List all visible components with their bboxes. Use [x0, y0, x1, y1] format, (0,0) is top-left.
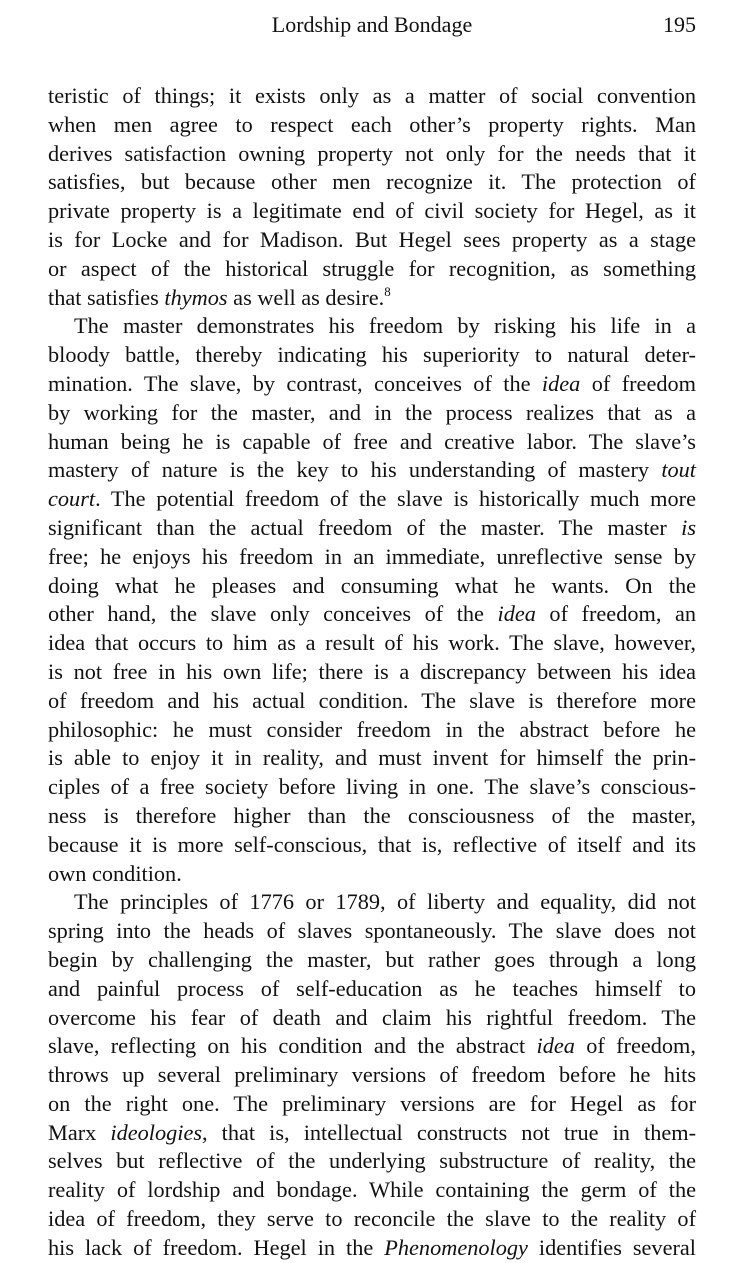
text-line	[48, 226, 696, 255]
italic-text: Phenomenology	[384, 1234, 528, 1260]
text-segment: philosophic: he must consider freedom in the abstract before he	[48, 716, 696, 742]
text-segment: is able to enjoy it in reality, and must invent for himself the prin-	[48, 745, 696, 771]
text-line	[48, 1205, 696, 1234]
text-line	[48, 312, 696, 341]
running-head	[48, 10, 696, 40]
text-line	[48, 485, 696, 514]
text-line	[48, 629, 696, 658]
text-segment: begin by challenging the master, but rather goes through a long	[48, 946, 696, 972]
text-line	[48, 1234, 696, 1263]
text-segment: reality of lordship and bondage. While containing the germ of the	[48, 1177, 696, 1203]
text-segment: slave, reflecting on his condition and the abstract	[48, 1033, 537, 1059]
text-line	[48, 1147, 696, 1176]
text-line	[48, 111, 696, 140]
text-segment: doing what he pleases and consuming what he wants. On the	[48, 572, 696, 598]
text-segment: as well as desire.	[227, 284, 385, 310]
text-segment: and painful process of self-education as he teaches himself to	[48, 975, 696, 1001]
text-segment: of freedom,	[574, 1033, 696, 1059]
italic-text: thymos	[164, 284, 228, 310]
text-line	[48, 572, 696, 601]
text-line	[48, 716, 696, 745]
text-segment: significant than the actual freedom of the master. The master	[48, 514, 682, 540]
text-segment: by working for the master, and in the process realizes that as a	[48, 399, 696, 425]
text-line	[48, 168, 696, 197]
text-line	[48, 1061, 696, 1090]
text-line	[48, 399, 696, 428]
text-segment: of freedom, an	[535, 601, 696, 627]
italic-text: idea	[536, 1033, 575, 1059]
text-line	[48, 744, 696, 773]
text-segment: is for Locke and for Madison. But Hegel sees property as a stage	[48, 226, 696, 252]
text-segment: selves but reflective of the underlying substructure of reality, the	[48, 1148, 696, 1174]
text-segment: other hand, the slave only conceives of the	[48, 601, 498, 627]
text-segment: satisfies, but because other men recognize it. The protection of	[48, 169, 696, 195]
text-segment: derives satisfaction owning property not only for the needs that it	[48, 140, 696, 166]
text-segment: teristic of things; it exists only as a matter of social convention	[48, 83, 696, 108]
text-line	[48, 975, 696, 1004]
italic-text: tout	[661, 457, 696, 483]
text-segment: bloody battle, thereby indicating his superiority to natural deter-	[48, 342, 696, 368]
italic-text: ideologies	[110, 1119, 203, 1145]
text-line	[48, 140, 696, 169]
text-segment: private property is a legitimate end of civil society for Hegel, as it	[48, 198, 696, 224]
text-line	[48, 600, 696, 629]
text-line	[48, 197, 696, 226]
text-segment: mination. The slave, by contrast, conceives of the	[48, 370, 542, 396]
text-line	[48, 1119, 696, 1148]
text-segment: because it is more self-conscious, that is, reflective of itself and its	[48, 831, 696, 857]
text-segment: The master demonstrates his freedom by risking his life in a	[74, 313, 696, 339]
text-line	[48, 658, 696, 687]
text-segment: idea of freedom, they serve to reconcile the slave to the reality of	[48, 1206, 696, 1232]
text-segment: identifies several	[527, 1234, 696, 1260]
running-title: Lordship and Bondage	[271, 12, 473, 37]
text-segment: throws up several preliminary versions of freedom before he hits	[48, 1062, 696, 1088]
footnote-marker: 8	[384, 283, 391, 299]
text-segment: overcome his fear of death and claim his rightful freedom. The	[48, 1004, 696, 1030]
text-segment: The principles of 1776 or 1789, of liberty and equality, did not	[74, 889, 696, 915]
text-line	[48, 888, 696, 917]
text-line	[48, 82, 696, 111]
text-segment: , that is, intellectual constructs not true in them-	[202, 1119, 697, 1145]
text-line	[48, 428, 696, 457]
text-segment: ness is therefore higher than the consciousness of the master,	[48, 802, 696, 828]
text-line	[48, 543, 696, 572]
text-segment: of freedom and his actual condition. The slave is therefore more	[48, 687, 696, 713]
text-line	[48, 860, 696, 889]
italic-text: is	[681, 514, 696, 540]
text-segment: that satisfies	[48, 284, 165, 310]
text-segment: spring into the heads of slaves spontaneously. The slave does not	[48, 918, 696, 944]
text-segment: mastery of nature is the key to his understanding of mastery	[48, 457, 662, 483]
text-line	[48, 341, 696, 370]
text-segment: Marx	[48, 1119, 111, 1145]
text-line	[48, 802, 696, 831]
text-line	[48, 370, 696, 399]
text-segment: free; he enjoys his freedom in an immediate, unreflective sense by	[48, 543, 696, 569]
text-segment: or aspect of the historical struggle for recognition, as something	[48, 255, 696, 281]
text-line	[48, 1176, 696, 1205]
text-segment: own condition.	[48, 860, 182, 886]
text-segment: when men agree to respect each other’s property rights. Man	[48, 111, 696, 137]
text-segment: human being he is capable of free and creative labor. The slave’s	[48, 428, 696, 454]
text-segment: is not free in his own life; there is a discrepancy between his idea	[48, 658, 696, 684]
text-line	[48, 456, 696, 485]
text-segment: on the right one. The preliminary versions are for Hegel as for	[48, 1090, 696, 1116]
text-line	[48, 1004, 696, 1033]
text-segment: of freedom	[580, 370, 696, 396]
text-segment: ciples of a free society before living in one. The slave’s conscious-	[48, 774, 696, 800]
text-line	[48, 255, 696, 284]
italic-text: idea	[497, 601, 536, 627]
text-line	[48, 946, 696, 975]
text-line	[48, 773, 696, 802]
text-line	[48, 687, 696, 716]
text-line	[48, 1032, 696, 1061]
text-segment: . The potential freedom of the slave is historically much more	[95, 486, 696, 512]
italic-text: idea	[541, 370, 581, 396]
text-line	[48, 284, 696, 313]
text-line	[48, 917, 696, 946]
text-line	[48, 831, 696, 860]
text-segment: idea that occurs to him as a result of his work. The slave, however,	[48, 630, 696, 656]
text-segment: his lack of freedom. Hegel in the	[48, 1234, 385, 1260]
page-number: 195	[663, 12, 696, 37]
text-line	[48, 1090, 696, 1119]
text-line	[48, 514, 696, 543]
body-text	[48, 82, 696, 1263]
italic-text: court	[48, 486, 96, 512]
